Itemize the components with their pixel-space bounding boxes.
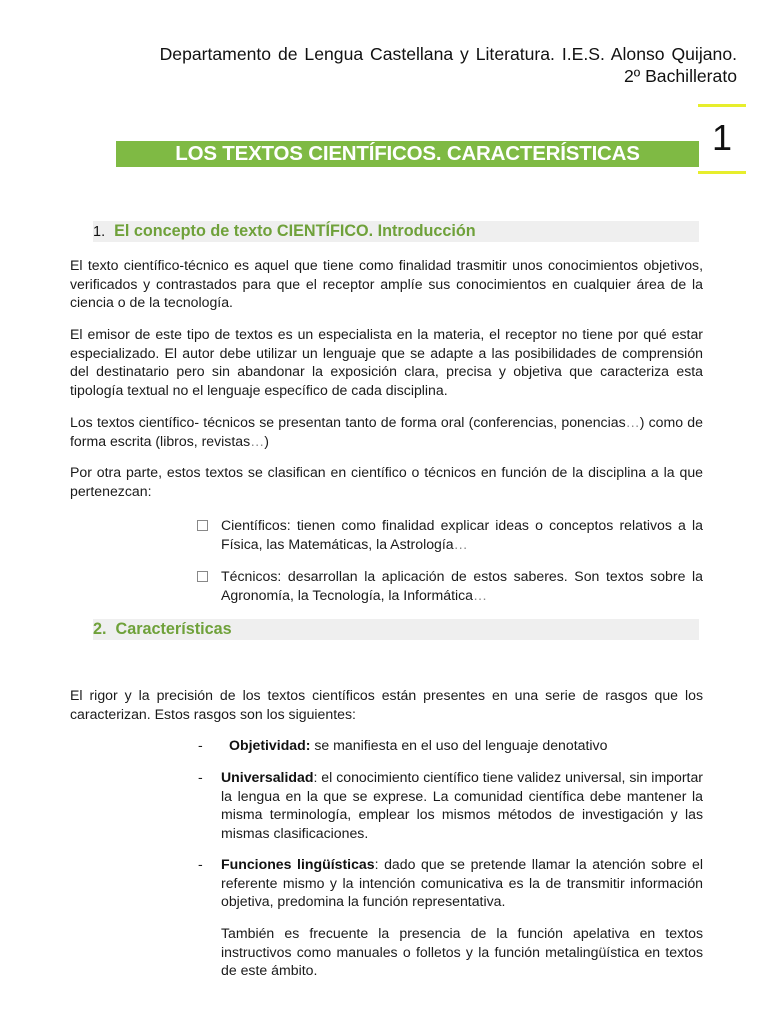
feature-extra-paragraph — [198, 924, 703, 980]
paragraph-3-end: ) — [264, 432, 269, 449]
ellipsis: … — [250, 432, 265, 449]
page-number: 1 — [711, 117, 733, 158]
section-2-title: Características — [115, 620, 232, 638]
bullet-text: Científicos: tienen como finalidad explicar ideas o conceptos relativos a la Física, las Matemáticas, la Astrología — [221, 517, 703, 552]
feature-term: Funciones lingüísticas — [221, 856, 375, 872]
section-1-paragraph-3 — [70, 413, 703, 450]
section-2-heading — [93, 619, 699, 640]
feature-objetividad — [198, 736, 703, 755]
ellipsis: … — [473, 586, 488, 603]
feature-universalidad — [198, 768, 703, 843]
feature-funciones-linguisticas — [198, 855, 703, 911]
section-1-paragraph-4: Por otra parte, estos textos se clasifican en científico o técnicos en función de la disciplina a la que pertenezcan: — [70, 464, 703, 499]
section-2-number: 2. — [93, 620, 107, 638]
section-1-paragraph-1: El texto científico-técnico es aquel que tiene como finalidad trasmitir unos conocimientos objetivos, verificados y contrastados para que el receptor amplíe sus conocimientos en cualquier área de la ciencia o de la tecnología. — [70, 257, 703, 311]
section-1-heading — [93, 221, 699, 242]
dash-bullet: - — [198, 737, 203, 753]
page-number-bottom-bar — [698, 171, 746, 174]
section-2-intro: El rigor y la precisión de los textos científicos están presentes en una serie de rasgos que los caracterizan. Estos rasgos son los siguientes: — [70, 687, 703, 722]
checkbox-bullet-icon — [197, 520, 208, 531]
feature-term: Universalidad — [221, 769, 314, 785]
bullet-item-tecnicos — [197, 567, 703, 604]
feature-term: Objetividad: — [229, 737, 311, 753]
paragraph-3-start: Los textos científico- técnicos se presentan tanto de forma oral (conferencias, ponencias — [70, 414, 626, 430]
header-department: Departamento de Lengua Castellana y Literatura. I.E.S. Alonso Quijano. — [159, 44, 737, 64]
feature-text: se manifiesta en el uso del lenguaje denotativo — [310, 737, 608, 753]
document-header — [160, 43, 737, 87]
paragraph-3-middle: ) como de forma escrita (libros, revistas — [70, 414, 703, 449]
checkbox-bullet-icon — [197, 571, 208, 582]
dash-bullet: - — [198, 856, 203, 872]
page-number-marker — [698, 104, 746, 174]
extra-paragraph-text: También es frecuente la presencia de la función apelativa en textos instructivos como manuales o folletos y la función metalingüística en textos de este ámbito. — [221, 925, 703, 979]
document-title: LOS TEXTOS CIENTÍFICOS. CARACTERÍSTICAS — [116, 141, 699, 167]
feature-text: : el conocimiento científico tiene validez universal, sin importar la lengua en la que se exprese. La comunidad científica debe mantener la misma terminología, emplear los mismos métodos de investigación y las mismas clasificaciones. — [221, 769, 703, 842]
bullet-item-cientificos — [197, 516, 703, 553]
header-course: 2º Bachillerato — [623, 66, 737, 86]
section-1-paragraph-2: El emisor de este tipo de textos es un especialista en la materia, el receptor no tiene por qué estar especializado. El autor debe utilizar un lenguaje que se adapte a las posibilidades de comprensión del destinatario pero sin abandonar la exposición clara, precisa y objetiva que caracteriza esta tipología textual no el lenguaje específico de cada disciplina. — [70, 326, 703, 399]
section-1-title: El concepto de texto CIENTÍFICO. Introducción — [114, 222, 476, 240]
dash-bullet: - — [198, 769, 203, 785]
ellipsis: … — [625, 414, 640, 430]
section-1-number: 1. — [93, 224, 106, 240]
page-number-top-bar — [698, 104, 746, 107]
feature-text: : dado que se pretende llamar la atención sobre el referente mismo y la intención comunicativa es la de transmitir información objetiva, predomina la función representativa. — [221, 856, 703, 910]
bullet-text: Técnicos: desarrollan la aplicación de estos saberes. Son textos sobre la Agronomía, la Tecnología, la Informática — [221, 568, 703, 603]
ellipsis: … — [453, 535, 468, 552]
